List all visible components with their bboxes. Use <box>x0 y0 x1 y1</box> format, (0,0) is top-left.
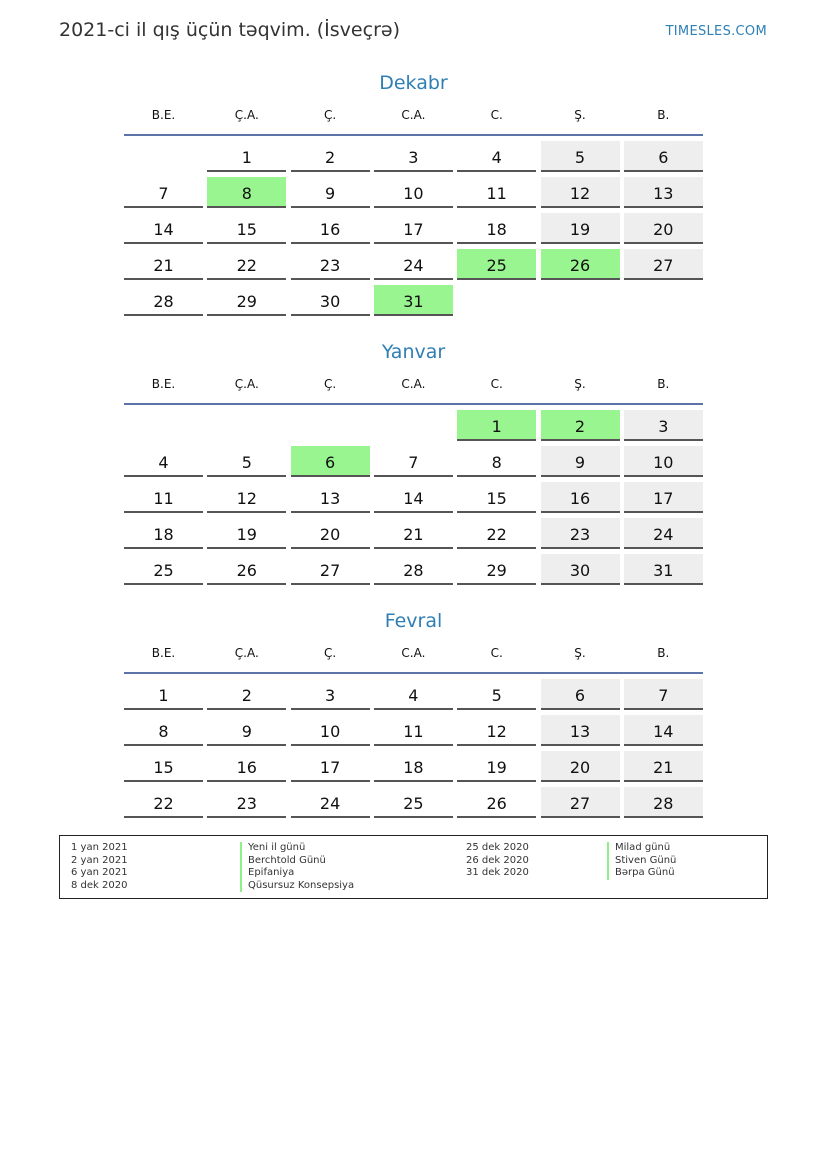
weekday-label: Ş. <box>574 646 586 660</box>
day-cell: 11 <box>124 482 203 513</box>
holiday-day-cell: 8 <box>207 177 286 208</box>
day-cell: 24 <box>291 787 370 818</box>
legend-holiday-name: Qüsursuz Konsepsiya <box>240 880 354 893</box>
day-cell: 26 <box>207 554 286 585</box>
holiday-day-cell: 25 <box>457 249 536 280</box>
legend-holiday-name: Yeni il günü <box>240 842 354 855</box>
day-cell: 29 <box>457 554 536 585</box>
day-cell: 3 <box>374 141 453 172</box>
weekday-label: Ş. <box>574 108 586 122</box>
day-cell: 10 <box>374 177 453 208</box>
weekday-label: C.A. <box>401 646 426 660</box>
day-cell: 20 <box>291 518 370 549</box>
holiday-legend <box>59 835 768 899</box>
day-cell: 20 <box>624 213 703 244</box>
weekday-header <box>124 104 703 136</box>
day-cell: 19 <box>207 518 286 549</box>
holiday-day-cell: 31 <box>374 285 453 316</box>
day-cell: 2 <box>207 679 286 710</box>
weekday-label: B.E. <box>151 108 176 122</box>
day-cell: 7 <box>374 446 453 477</box>
day-cell: 9 <box>541 446 620 477</box>
day-cell: 12 <box>457 715 536 746</box>
day-cell: 27 <box>291 554 370 585</box>
day-cell: 13 <box>291 482 370 513</box>
weekday-label: B. <box>657 377 670 391</box>
month-0 <box>124 70 703 311</box>
holiday-day-cell: 26 <box>541 249 620 280</box>
weekday-label: Ç.A. <box>234 108 259 122</box>
legend-holiday-name: Stiven Günü <box>607 855 676 868</box>
day-cell: 19 <box>541 213 620 244</box>
weekday-label: Ç. <box>323 646 337 660</box>
legend-right-dates <box>466 842 529 880</box>
day-cell: 23 <box>541 518 620 549</box>
day-cell: 7 <box>124 177 203 208</box>
day-cell: 21 <box>624 751 703 782</box>
day-cell: 9 <box>291 177 370 208</box>
day-cell: 28 <box>124 285 203 316</box>
day-cell: 5 <box>541 141 620 172</box>
day-cell: 10 <box>624 446 703 477</box>
legend-date: 6 yan 2021 <box>71 867 128 878</box>
month-name: Yanvar <box>381 341 446 363</box>
day-cell: 25 <box>374 787 453 818</box>
day-cell: 4 <box>124 446 203 477</box>
page-title: 2021-ci il qış üçün təqvim. (İsveçrə) <box>59 19 400 41</box>
weekday-label: Ç.A. <box>234 377 259 391</box>
weekday-label: B.E. <box>151 377 176 391</box>
day-cell: 10 <box>291 715 370 746</box>
day-cell: 29 <box>207 285 286 316</box>
month-name: Fevral <box>384 610 443 632</box>
legend-left-names <box>240 842 354 892</box>
day-cell: 6 <box>624 141 703 172</box>
day-cell: 16 <box>291 213 370 244</box>
day-cell: 27 <box>624 249 703 280</box>
day-cell: 8 <box>124 715 203 746</box>
legend-holiday-name: Berchtold Günü <box>240 855 354 868</box>
day-cell: 8 <box>457 446 536 477</box>
day-cell: 30 <box>541 554 620 585</box>
month-2 <box>124 608 703 813</box>
legend-date: 2 yan 2021 <box>71 854 128 866</box>
brand-link[interactable]: TIMESLES.COM <box>665 24 767 39</box>
legend-holiday-name: Epifaniya <box>240 867 354 880</box>
legend-date: 8 dek 2020 <box>71 879 128 891</box>
day-cell: 24 <box>374 249 453 280</box>
day-cell: 22 <box>207 249 286 280</box>
legend-holiday-name: Milad günü <box>607 842 676 855</box>
day-cell: 12 <box>207 482 286 513</box>
day-cell: 4 <box>457 141 536 172</box>
day-cell: 21 <box>374 518 453 549</box>
day-cell: 18 <box>374 751 453 782</box>
day-cell: 9 <box>207 715 286 746</box>
day-cell: 6 <box>541 679 620 710</box>
day-cell: 15 <box>457 482 536 513</box>
holiday-day-cell: 1 <box>457 410 536 441</box>
day-cell: 22 <box>124 787 203 818</box>
day-cell: 31 <box>624 554 703 585</box>
day-cell: 26 <box>457 787 536 818</box>
weekday-label: C. <box>490 646 503 660</box>
weekday-label: Ç. <box>323 377 337 391</box>
day-cell: 18 <box>457 213 536 244</box>
legend-date: 1 yan 2021 <box>71 842 128 853</box>
day-cell: 30 <box>291 285 370 316</box>
day-cell: 3 <box>291 679 370 710</box>
day-cell: 17 <box>624 482 703 513</box>
weekday-label: Ş. <box>574 377 586 391</box>
day-cell: 23 <box>207 787 286 818</box>
legend-holiday-name: Bərpa Günü <box>607 867 676 880</box>
day-cell: 2 <box>291 141 370 172</box>
day-cell: 19 <box>457 751 536 782</box>
day-cell: 22 <box>457 518 536 549</box>
month-1 <box>124 339 703 580</box>
day-cell: 27 <box>541 787 620 818</box>
weekday-header <box>124 373 703 405</box>
weekday-label: B.E. <box>151 646 176 660</box>
day-cell: 17 <box>291 751 370 782</box>
day-cell: 11 <box>457 177 536 208</box>
legend-left-dates <box>71 842 128 892</box>
day-cell: 15 <box>207 213 286 244</box>
day-cell: 20 <box>541 751 620 782</box>
weekday-label: C.A. <box>401 377 426 391</box>
weekday-label: Ç.A. <box>234 646 259 660</box>
day-cell: 3 <box>624 410 703 441</box>
holiday-day-cell: 2 <box>541 410 620 441</box>
day-cell: 14 <box>624 715 703 746</box>
day-cell: 1 <box>207 141 286 172</box>
legend-date: 25 dek 2020 <box>466 842 529 853</box>
day-cell: 11 <box>374 715 453 746</box>
weekday-label: B. <box>657 646 670 660</box>
weekday-label: Ç. <box>323 108 337 122</box>
day-cell: 12 <box>541 177 620 208</box>
day-cell: 14 <box>374 482 453 513</box>
weekday-header <box>124 642 703 674</box>
weekday-label: C.A. <box>401 108 426 122</box>
day-cell: 21 <box>124 249 203 280</box>
day-cell: 28 <box>374 554 453 585</box>
weekday-label: C. <box>490 377 503 391</box>
day-cell: 15 <box>124 751 203 782</box>
weekday-label: B. <box>657 108 670 122</box>
day-cell: 17 <box>374 213 453 244</box>
legend-right-names <box>607 842 676 880</box>
legend-date: 31 dek 2020 <box>466 867 529 878</box>
day-cell: 1 <box>124 679 203 710</box>
day-cell: 28 <box>624 787 703 818</box>
day-cell: 14 <box>124 213 203 244</box>
legend-date: 26 dek 2020 <box>466 854 529 866</box>
day-cell: 18 <box>124 518 203 549</box>
day-cell: 16 <box>207 751 286 782</box>
day-cell: 25 <box>124 554 203 585</box>
day-cell: 4 <box>374 679 453 710</box>
day-cell: 13 <box>624 177 703 208</box>
day-cell: 23 <box>291 249 370 280</box>
day-cell: 16 <box>541 482 620 513</box>
day-cell: 24 <box>624 518 703 549</box>
weekday-label: C. <box>490 108 503 122</box>
day-cell: 5 <box>207 446 286 477</box>
day-cell: 13 <box>541 715 620 746</box>
day-cell: 7 <box>624 679 703 710</box>
month-name: Dekabr <box>379 72 448 94</box>
day-cell: 5 <box>457 679 536 710</box>
holiday-day-cell: 6 <box>291 446 370 477</box>
